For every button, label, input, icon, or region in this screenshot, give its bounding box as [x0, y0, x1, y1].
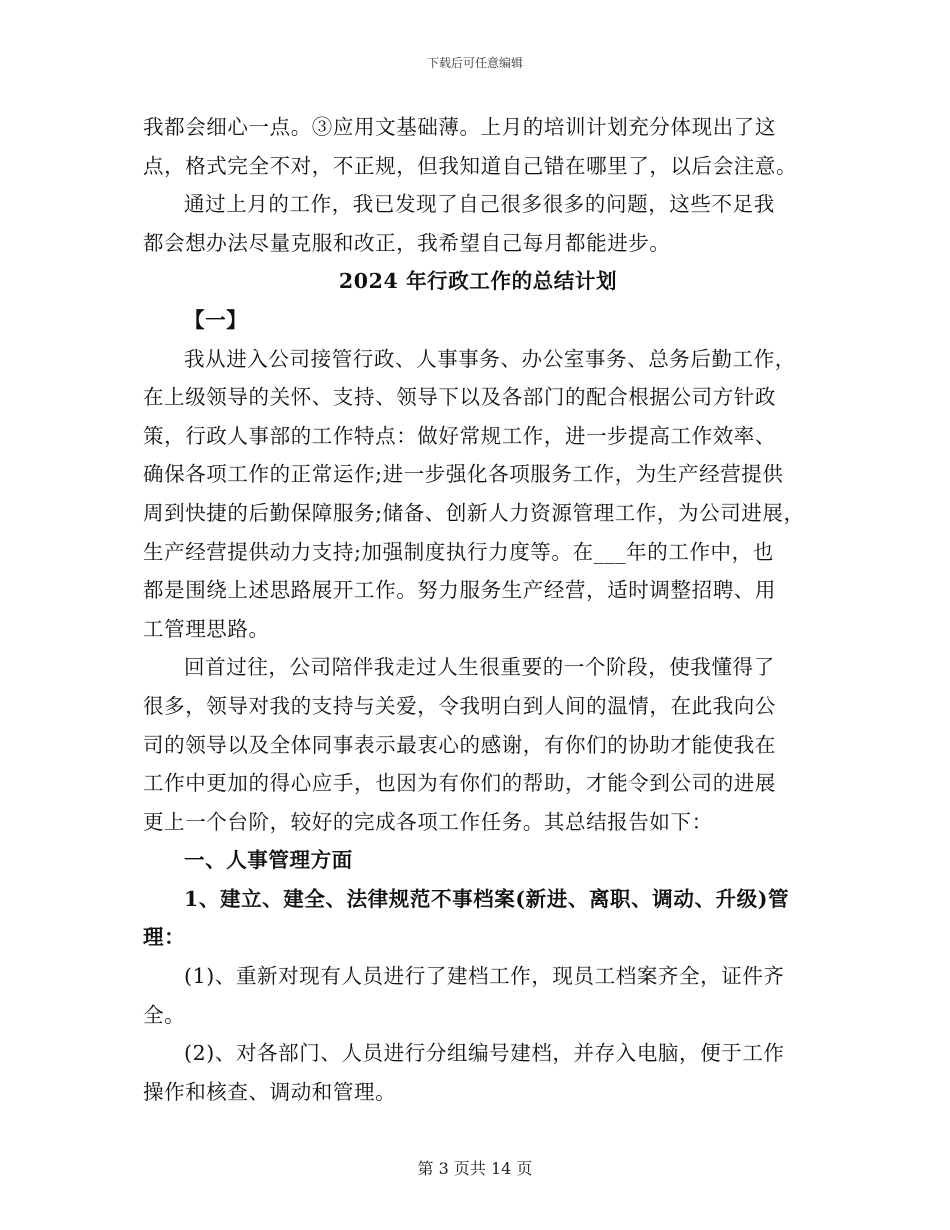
text-line: (1)、重新对现有人员进行了建档工作，现员工档案齐全，证件齐: [184, 964, 785, 989]
text-line: 通过上月的工作，我已发现了自己很多很多的问题，这些不足我: [184, 192, 775, 217]
text-line: 点，格式完全不对，不正规，但我知道自己错在哪里了，以后会注意。: [143, 153, 798, 178]
text-line: 我都会细心一点。③应用文基础薄。上月的培训计划充分体现出了这: [143, 115, 776, 139]
subheading: 1、建立、建全、法律规范不事档案(新进、离职、调动、升级)管: [184, 886, 790, 911]
text-line: (2)、对各部门、人员进行分组编号建档，并存入电脑，便于工作: [184, 1041, 785, 1066]
page-header: 下载后可任意编辑: [426, 56, 523, 70]
text-line: 很多，领导对我的支持与关爱，令我明白到人间的温情，在此我向公: [143, 693, 776, 718]
subheading: 理：: [143, 925, 186, 950]
text-line: 全。: [143, 1002, 186, 1027]
text-line: 都会想办法尽量克服和改正，我希望自己每月都能进步。: [143, 230, 671, 255]
text-line: 操作和核查、调动和管理。: [143, 1079, 397, 1104]
text-line: 生产经营提供动力支持;加强制度执行力度等。在___年的工作中，也: [143, 539, 774, 564]
section-title: 2024 年行政工作的总结计划: [338, 269, 618, 294]
text-line: 我从进入公司接管行政、人事事务、办公室事务、总务后勤工作，: [184, 346, 796, 371]
text-line: 周到快捷的后勤保障服务;储备、创新人力资源管理工作，为公司进展，: [143, 500, 805, 525]
text-line: 都是围绕上述思路展开工作。努力服务生产经营，适时调整招聘、用: [143, 578, 776, 603]
text-line: 策，行政人事部的工作特点：做好常规工作，进一步提高工作效率、: [143, 423, 776, 448]
text-line: 工作中更加的得心应手，也因为有你们的帮助，才能令到公司的进展: [143, 771, 776, 796]
text-line: 工管理思路。: [143, 616, 270, 641]
section-marker: 【一】: [184, 307, 248, 332]
text-line: 更上一个台阶，较好的完成各项工作任务。其总结报告如下：: [143, 809, 713, 834]
text-line: 在上级领导的关怀、支持、领导下以及各部门的配合根据公司方针政: [143, 385, 776, 410]
text-line: 确保各项工作的正常运作;进一步强化各项服务工作，为生产经营提供: [143, 462, 784, 487]
subheading: 一、人事管理方面: [184, 848, 353, 873]
document-body: [143, 108, 813, 1111]
text-line: 回首过往，公司陪伴我走过人生很重要的一个阶段，使我懂得了: [184, 655, 775, 680]
text-line: 司的领导以及全体同事表示最衷心的感谢，有你们的协助才能使我在: [143, 732, 776, 757]
page-footer: 第 3 页共 14 页: [417, 1159, 533, 1178]
